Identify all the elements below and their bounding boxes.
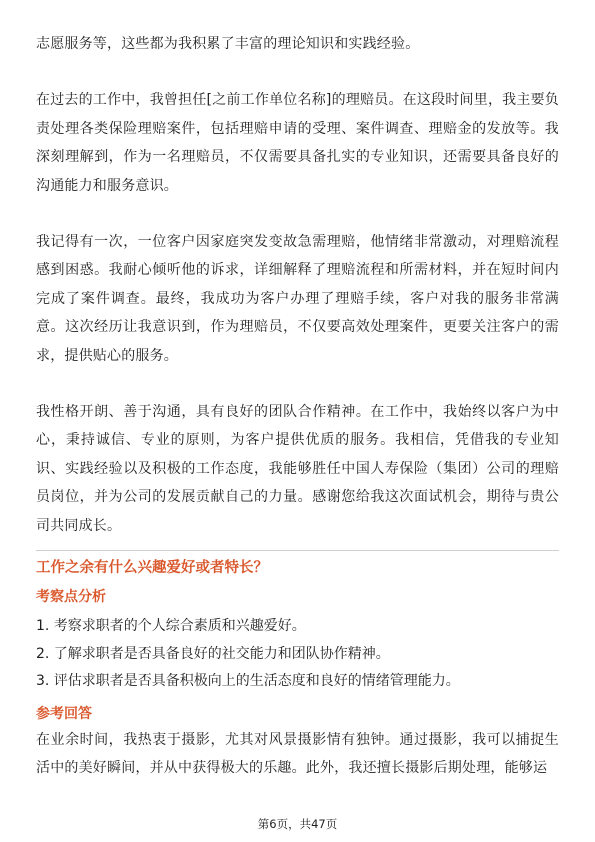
paragraph-personality: 我性格开朗、善于沟通，具有良好的团队合作精神。在工作中，我始终以客户为中心，秉持诚信、专业的原则，为客户提供优质的服务。我相信，凭借我的专业知识、实践经验以及积极的工作态度，我能够胜任中国人寿保险（集团）公司的理赔员岗位，并为公司的发展贡献自己的力量。感谢您给我这次面试机会，期待与贵公司共同成长。 [36,404,559,534]
analysis-item: 3. 评估求职者是否具备积极向上的生活态度和良好的情绪管理能力。 [36,673,460,690]
analysis-heading: 考察点分析 [36,589,106,606]
paragraph-customer-story: 我记得有一次，一位客户因家庭突发变故急需理赔，他情绪非常激动，对理赔流程感到困惑。我耐心倾听他的诉求，详细解释了理赔流程和所需材料，并在短时间内完成了案件调查。最终，我成功为客户办理了理赔手续，客户对我的服务非常满意。这次经历让我意识到，作为理赔员，不仅要高效处理案件，更要关注客户的需求，提供贴心的服务。 [36,234,559,364]
paragraph-intro-end: 志愿服务等，这些都为我积累了丰富的理论知识和实践经验。 [36,36,420,52]
paragraph-gap [36,370,559,398]
answer-heading: 参考回答 [36,705,92,722]
answer-text: 在业余时间，我热衷于摄影，尤其对风景摄影情有独钟。通过摄影，我可以捕捉生活中的美好瞬间，并从中获得极大的乐趣。此外，我还擅长摄影后期处理，能够运 [36,731,559,776]
paragraph-gap [36,200,559,228]
paragraph-work-experience: 在过去的工作中，我曾担任[之前工作单位名称]的理赔员。在这段时间里，我主要负责处理各类保险理赔案件，包括理赔申请的受理、案件调查、理赔金的发放等。我深刻理解到，作为一名理赔员，不仅需要具备扎实的专业知识，还需要具备良好的沟通能力和服务意识。 [36,92,559,194]
paragraph-gap [36,58,559,86]
page-number: 第6页，共47页 [257,817,338,831]
analysis-item: 2. 了解求职者是否具备良好的社交能力和团队协作精神。 [36,645,390,662]
question-title: 工作之余有什么兴趣爱好或者特长？ [36,550,559,579]
document-page [36,30,559,782]
analysis-item: 1. 考察求职者的个人综合素质和兴趣爱好。 [36,618,306,635]
analysis-list [36,613,559,696]
